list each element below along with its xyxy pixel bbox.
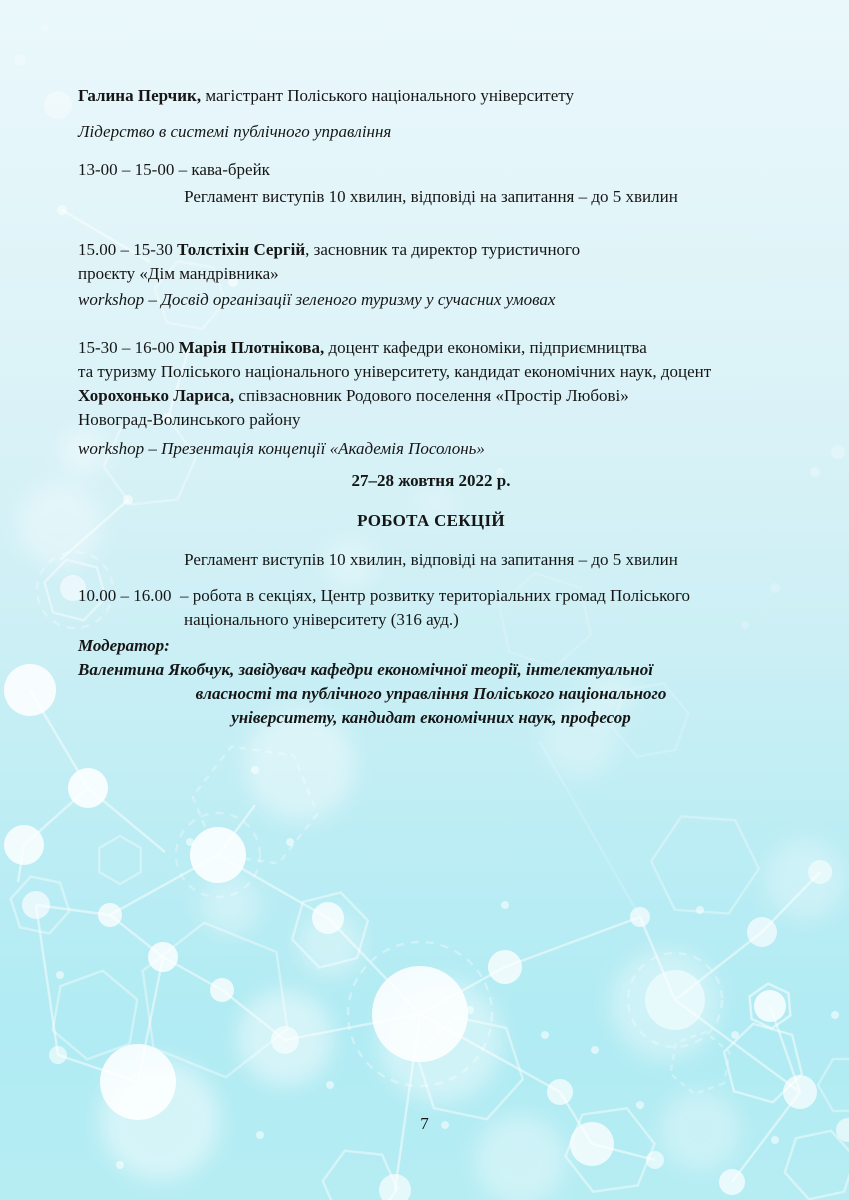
moderator-block	[78, 658, 784, 730]
sections-work	[78, 584, 784, 632]
content-area	[78, 0, 784, 730]
sections-work-line: національного університету (316 ауд.)	[184, 610, 459, 629]
presenter-name: Толстіхін Сергій	[177, 240, 306, 259]
speaker-line	[78, 84, 784, 108]
session-description: , засновник та директор туристичного	[305, 240, 581, 259]
coffee-break-line: 13-00 – 15-00 – кава-брейк	[78, 160, 270, 179]
presenter-name: Хорохонько Лариса,	[78, 386, 235, 405]
session-line: та туризму Поліського національного університету, кандидат економічних наук, доцент	[78, 362, 712, 381]
session-line	[78, 336, 784, 360]
session-line	[78, 384, 784, 408]
topic-line: Лідерство в системі публічного управління	[78, 122, 392, 141]
session-description: співзасновник Родового поселення «Простір Любові»	[234, 386, 629, 405]
regulation-note-2: Регламент виступів 10 хвилин, відповіді на запитання – до 5 хвилин	[184, 550, 678, 569]
session-line	[78, 238, 784, 262]
presenter-name: Марія Плотнікова,	[178, 338, 325, 357]
session-time: 15-30 – 16-00	[78, 338, 179, 357]
speaker-affiliation: магістрант Поліського національного університету	[201, 86, 574, 105]
date-heading: 27–28 жовтня 2022 р.	[351, 471, 511, 490]
workshop-line: workshop – Досвід організації зеленого туризму у сучасних умовах	[78, 290, 556, 309]
session-line: проєкту «Дім мандрівника»	[78, 264, 279, 283]
moderator-label: Модератор:	[78, 636, 170, 655]
section-heading: РОБОТА СЕКЦІЙ	[357, 511, 505, 530]
regulation-note-1: Регламент виступів 10 хвилин, відповіді на запитання – до 5 хвилин	[184, 187, 678, 206]
moderator-line: Валентина Якобчук, завідувач кафедри економічної теорії, інтелектуальної	[78, 660, 653, 679]
session-description: доцент кафедри економіки, підприємництва	[324, 338, 647, 357]
session-time: 15.00 – 15-30	[78, 240, 178, 259]
page-number: 7	[420, 1114, 429, 1133]
workshop-line: workshop – Презентація концепції «Академія Посолонь»	[78, 439, 485, 458]
moderator-line: власності та публічного управління Поліського національного	[195, 684, 667, 703]
session-line: Новоград-Волинського району	[78, 410, 301, 429]
session-plotnikova	[78, 336, 784, 461]
session-tolstikhin	[78, 238, 784, 312]
moderator-line: університету, кандидат економічних наук, професор	[231, 708, 631, 727]
sections-work-line: 10.00 – 16.00 – робота в секціях, Центр розвитку територіальних громад Поліського	[78, 586, 691, 605]
speaker-name: Галина Перчик,	[78, 86, 202, 105]
